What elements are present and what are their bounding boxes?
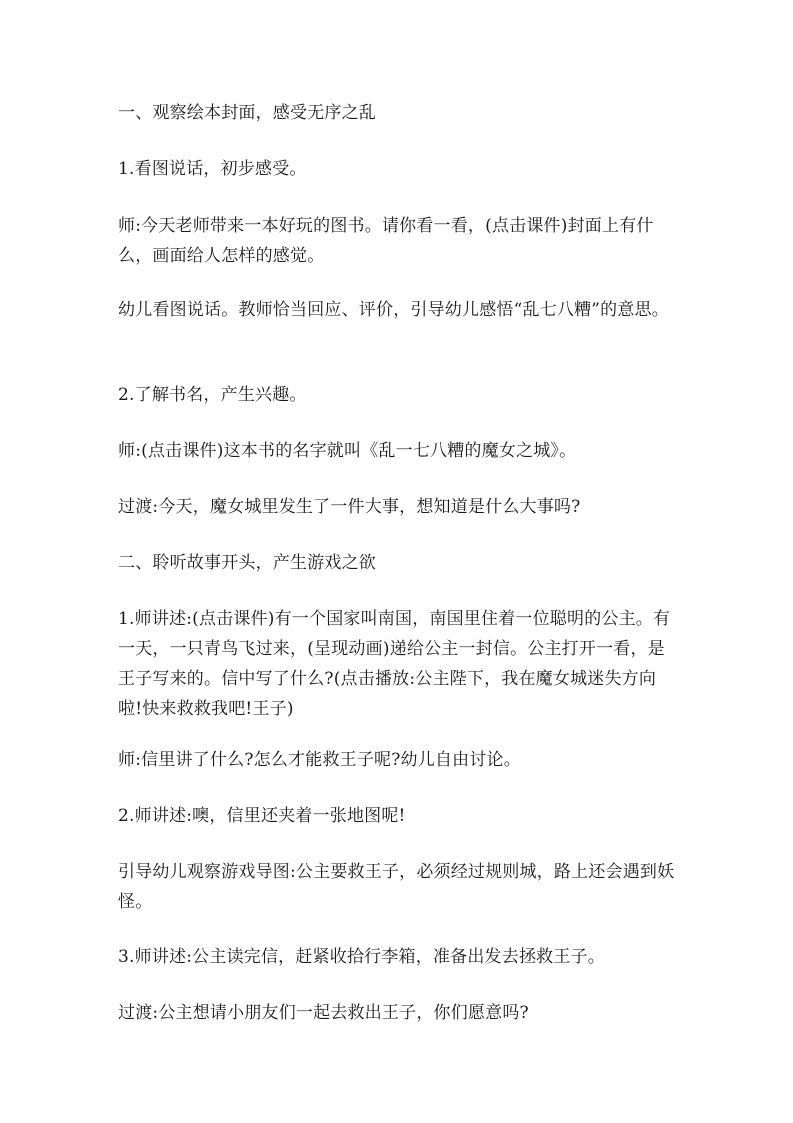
paragraph-guide-1: 引导幼儿观察游戏导图:公主要救王子，必须经过规则城，路上还会遇到妖怪。 bbox=[118, 862, 675, 912]
paragraph-teacher-1: 师:今天老师带来一本好玩的图书。请你看一看，(点击课件)封面上有什么，画面给人怎样的感觉。 bbox=[118, 216, 654, 266]
section-heading-2: 二、聆听故事开头，产生游戏之欲 bbox=[118, 553, 376, 573]
paragraph-children-1: 幼儿看图说话。教师恰当回应、评价，引导幼儿感悟“乱七八糟”的意思。 bbox=[118, 300, 669, 320]
paragraph-teacher-3: 师:信里讲了什么?怎么才能救王子呢?幼儿自由讨论。 bbox=[118, 750, 521, 770]
paragraph-story-1: 1.师讲述:(点击课件)有一个国家叫南国，南国里住着一位聪明的公主。有一天，一只青鸟飞过来，(呈现动画)递给公主一封信。公主打开一看，是王子写来的。信中写了什么?(点击播放:公主陛下，我在魔女城迷失方向啦!快来救救我吧!王子) bbox=[118, 609, 671, 719]
paragraph-transition-1: 过渡:今天，魔女城里发生了一件大事，想知道是什么大事吗? bbox=[118, 497, 581, 517]
subheading-2-2: 2.师讲述:噢，信里还夹着一张地图呢! bbox=[118, 806, 406, 826]
subheading-2-3: 3.师讲述:公主读完信，赶紧收拾行李箱，准备出发去拯救王子。 bbox=[118, 947, 605, 967]
paragraph-teacher-2: 师:(点击课件)这本书的名字就叫《乱一七八糟的魔女之城》。 bbox=[118, 441, 577, 461]
subheading-1-1: 1.看图说话，初步感受。 bbox=[118, 159, 307, 179]
subheading-1-2: 2.了解书名，产生兴趣。 bbox=[118, 385, 307, 405]
section-heading-1: 一、观察绘本封面，感受无序之乱 bbox=[118, 103, 376, 123]
paragraph-transition-2: 过渡:公主想请小朋友们一起去救出王子，你们愿意吗? bbox=[118, 1003, 529, 1023]
